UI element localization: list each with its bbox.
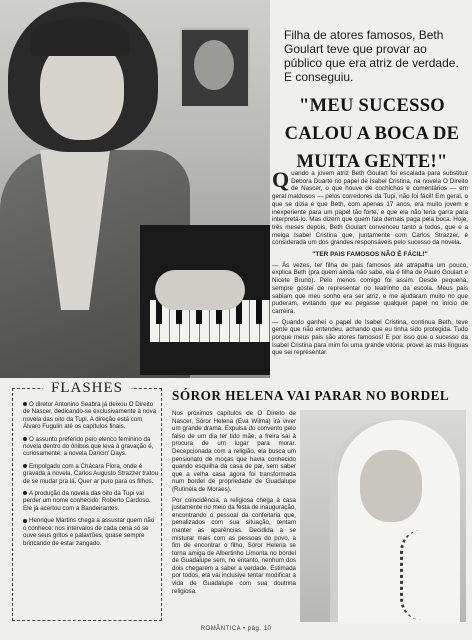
photo-nun-face <box>360 450 422 522</box>
helena-headline: SÓROR HELENA VAI PARAR NO BORDEL <box>172 388 450 403</box>
article-subhead: "TER PAIS FAMOSOS NÃO É FÁCIL!" <box>312 251 428 259</box>
photo-wall-poster <box>180 28 250 108</box>
bullet-icon <box>23 437 27 441</box>
flashes-list <box>23 401 159 552</box>
list-item: O assunto preferido pelo elenco feminino da novela dentro do ônibus que leva à gravação é, curiosamente, a novela Dancin' Days. <box>23 435 154 458</box>
bullet-icon <box>23 464 27 468</box>
list-item: A produção da novela das oito da Tupi vai perder um nome conhecido: Roberto Cardoso. Ele já acertou com a Bandeirantes. <box>23 490 151 512</box>
helena-article-body <box>172 410 296 598</box>
list-item: Henrique Martins chega a assustar quem não o conhece: nos intervalos de cada cena só se ouve seus gritos e palavrões, quase sempre brincando de estar zangado. <box>23 517 155 547</box>
article-paragraph-2: — Às vezes, ter filha de pais famosos até atrapalha um pouco, explica Beth (pra quem ainda não sabe, ela é filha de Paulo Goulart e Nicete Bruno). Pelo menos comigo foi assim. Desde pequena, sempre gostei de representar no teatrinho da escola. Meus pais sabiam que meu sonho era ser atriz, e me ajudaram muito no que puderam, evitando que eu pegasse qualquer papel no início de carreira. <box>272 261 468 315</box>
article-headline: "MEU SUCESSO CALOU A BOCA DE MUITA GENTE!" <box>284 96 460 172</box>
article-body <box>272 167 468 360</box>
soror-helena-photo <box>300 410 466 622</box>
bullet-icon <box>23 491 27 495</box>
bullet-icon <box>23 519 27 523</box>
article-paragraph-1: uando a jovem atriz Beth Goulart foi escalada para substituir Debora Duarte no papel de Isabel Cristina, na novela O Direito de Nascer, o que houve de cochichos e comentários — em geral maldosos — pelos corredores da Tupi, não foi fácil! Em geral, o que se dizia é que Beth, com apenas 17 anos, era muito jovem e inexperiente para um papel tão forte, e que ela não teria garra para interpretá-lo. Mas dizem que quem fala demais paga pela boca. Hoje, três meses depois, Beth Goulart convenceu tanto a todos, que e a meiga Isabel Cristina que, juntamente com Carlos Strazzer, é considerada um dos grandes responsáveis pelo sucesso da novela. <box>272 170 468 247</box>
article-paragraph-3: — Quando ganhei o papel de Isabel Cristina, continua Beth, teve gente que não entendeu, achando que eu tinha sido protegida. Tudo porque meus pais são atores famosos! E por isso que o sucesso da Isabel Cristina para mim foi uma grande vitória: provei às más línguas que sei representar. <box>272 318 468 357</box>
list-item: Empolgado com a Chácara Flora, onde é gravada a novela, Carlos Augusto Strazzer tratou de se mudar pra lá. Quer ar puro para os filhos. <box>23 462 159 485</box>
page-footer: ROMÂNTICA • pág. 10 <box>200 626 272 632</box>
beth-goulart-piano-photo <box>0 0 270 378</box>
list-item: O diretor Antonino Seabra já deixou O Direito de Nascer, dedicando-se exclusivamente à nova novela das oito da Tupi. A direção está com Álvaro Fugulin até os capítulos finais. <box>23 401 157 431</box>
photo-hands <box>155 270 245 310</box>
article-intro: Filha de atores famosos, Beth Goulart teve que provar ao público que era atriz de verdade. E conseguiu. <box>284 28 459 84</box>
helena-paragraph-2: Por coincidência, a religiosa chega à casa justamente no meio da festa de inauguração, encontrando o pessoal da confeitaria que, penalizados com sua situação, tentam manter as aparências. Decidida a se misturar mais com as pessoas do povo, a fim de encontrar o filho, Sóror Helena se torna amiga de Albertinho Limonta no bordel de Guadalupe sem, no entanto, nenhum dos dois chegarem a saber a verdade. Estimada por todos, ela vai inclusive tentar modificar a vida de Guadalupe com sua doutrina religiosa. <box>172 496 296 595</box>
dropcap-letter: Q <box>272 167 290 192</box>
flashes-box <box>12 380 162 621</box>
photo-rosary <box>400 530 443 620</box>
photo-bangs <box>30 18 130 56</box>
helena-paragraph-1: Nos próximos capítulos de O Direito de Nascer, Sóror Helena (Eva Wilma) irá viver um grande drama. Expulsa do convento pelo falso de um dia ter tido mãe, a freira sai à procura de um lugar para morar. Decepcionada com a religião, ela busca um pensionato de moças que havia conhecido quando esquilha da casa de pai, sem saber que a velha casa agora foi transformada num bordel de propriedade de Guadalupe (Rutinéia de Moraes). <box>172 410 296 493</box>
bullet-icon <box>23 402 27 406</box>
flashes-title: FLASHES <box>43 380 131 397</box>
